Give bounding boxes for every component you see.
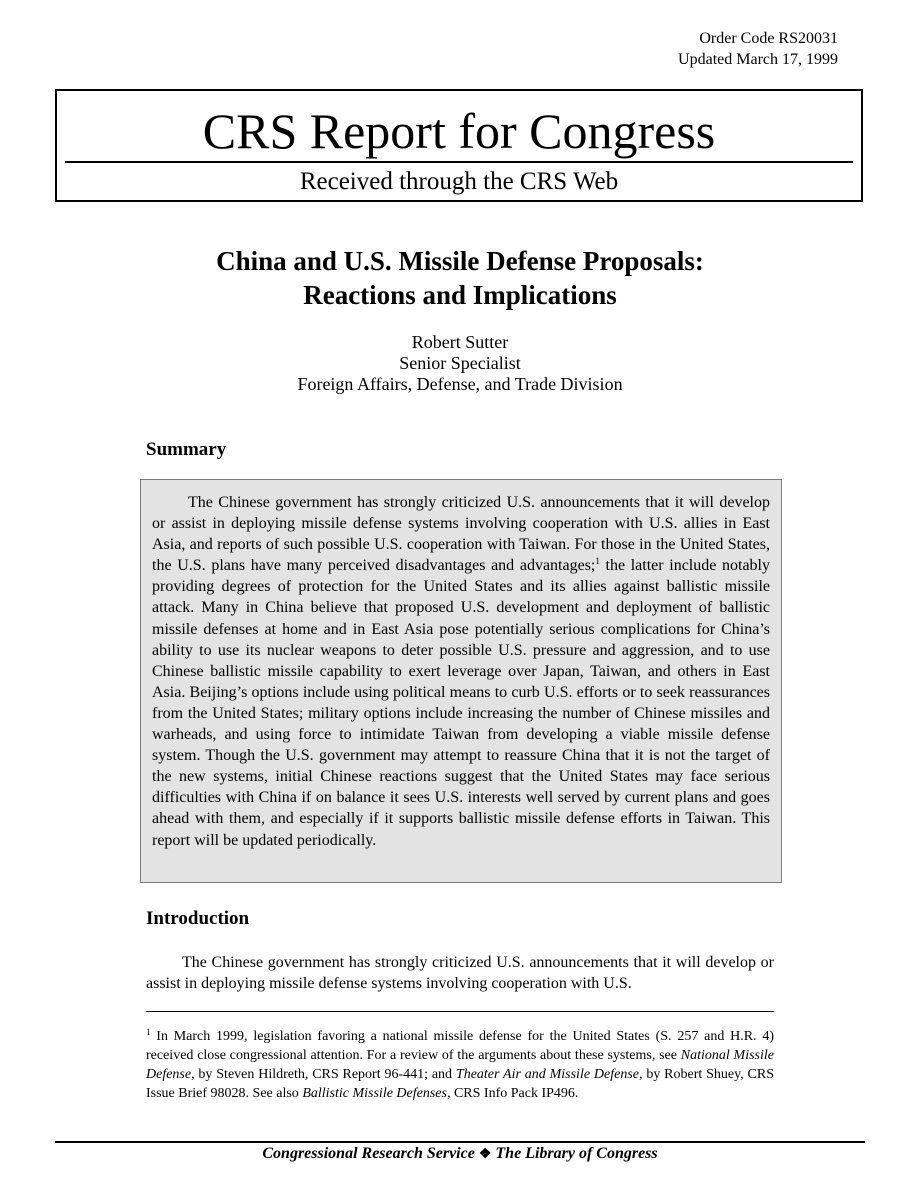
footnote-ref-ballistic-missile-defenses: Ballistic Missile Defenses, [302,1086,451,1101]
footer-crs: Congressional Research Service [262,1145,475,1162]
masthead-title: CRS Report for Congress [202,103,716,159]
summary-text-part2: the latter include notably providing degrees of protection for the United States and its allies against ballistic missile attack. Many in China believe that proposed U.S. development and deployment of ballistic missile defenses at home and in East Asia pose potentially serious complications for China’s ability to use its nuclear weapons to deter possible U.S. pressure and aggression, and to use Chinese ballistic missile capability to exert leverage over Japan, Taiwan, and others in East Asia. Beijing’s options include using political means to curb U.S. efforts or to seek reassurances from the United States; military options include increasing the number of Chinese missiles and warheads, and using force to intimidate Taiwan from developing a viable missile defense system. Though the U.S. government may attempt to reassure China that it is not the target of the new systems, initial Chinese reactions suggest that the United States may face serious difficulties with China if on balance it sees U.S. interests well served by current plans and goes ahead with them, and especially if it supports ballistic missile defense efforts in Taiwan. This report will be updated periodically. [152,557,770,849]
footnote-ref-national-missile-defense: National Missile Defense, [146,1048,774,1082]
author-block [100,332,820,395]
footnote-divider [146,1011,774,1012]
report-title [100,244,820,312]
summary-text-part1: The Chinese government has strongly criticized U.S. announcements that it will develop or assist in deploying missile defense systems involving cooperation with U.S. allies in East Asia, and reports of such possible U.S. cooperation with Taiwan. For those in the United States, the U.S. plans have many perceived disadvantages and advantages; [152,494,770,575]
introduction-heading: Introduction [146,908,250,929]
author-role: Senior Specialist [399,353,521,373]
masthead [55,89,863,202]
footnote-number: 1 [146,1027,151,1037]
footer [55,1144,865,1165]
summary-box [140,479,782,883]
order-code-block [678,28,838,70]
masthead-rule [65,161,853,163]
footnote-ref-theater-air-missile-defense: Theater Air and Missile Defense, [455,1067,643,1082]
masthead-subtitle: Received through the CRS Web [299,168,619,195]
footnote-seg4: CRS Info Pack IP496. [450,1086,579,1101]
footnote [146,1027,774,1103]
footnote-seg1: In March 1999, legislation favoring a national missile defense for the United States (S. 257 and H.R. 4) received close congressional attention. For a review of the arguments about these systems, see [146,1029,774,1063]
summary-heading: Summary [146,439,227,460]
footer-loc: The Library of Congress [495,1145,658,1162]
author-division: Foreign Affairs, Defense, and Trade Division [297,374,623,394]
updated-date: Updated March 17, 1999 [678,51,838,68]
footnote-seg2: by Steven Hildreth, CRS Report 96-441; and [194,1067,456,1082]
footer-rule [55,1141,865,1143]
order-code: Order Code RS20031 [699,30,838,47]
footnote-seg3: by Robert Shuey, CRS Issue Brief 98028. See also [146,1067,774,1101]
introduction-text: The Chinese government has strongly criticized U.S. announcements that it will develop or assist in deploying missile defense systems involving cooperation with U.S. [146,954,774,992]
report-title-line1: China and U.S. Missile Defense Proposals: [216,246,704,276]
footer-diamond-icon: ❖ [478,1147,492,1162]
report-title-line2: Reactions and Implications [303,280,617,310]
summary-footnote-mark: 1 [595,556,600,567]
author-name: Robert Sutter [411,332,509,352]
